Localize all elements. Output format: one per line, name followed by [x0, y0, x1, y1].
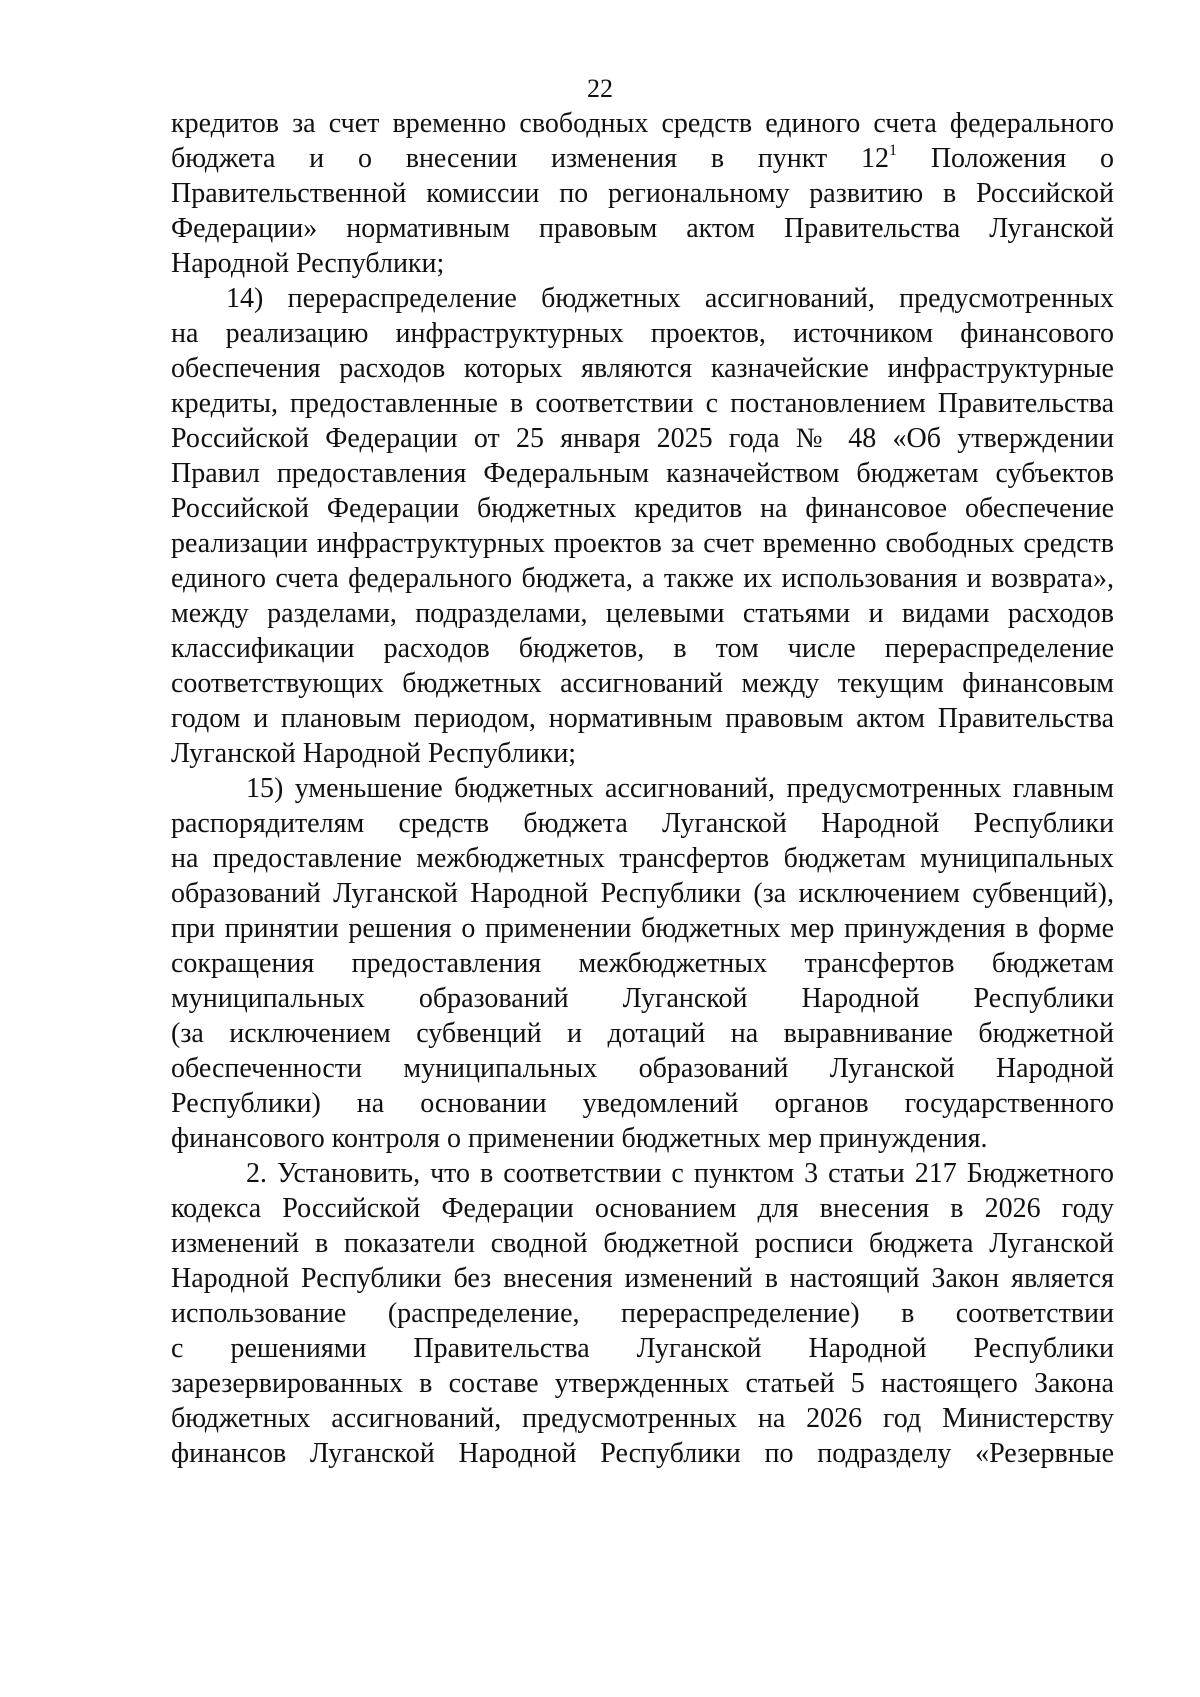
text-line: обеспечения расходов которых являются казначейские инфраструктурные [171, 353, 1114, 384]
text-line: зарезервированных в составе утвержденных статьей 5 настоящего Закона [171, 1368, 1114, 1399]
text-line: финансов Луганской Народной Республики по подразделу «Резервные [171, 1438, 1114, 1469]
text-line: 2. Установить, что в соответствии с пунктом 3 статьи 217 Бюджетного [246, 1158, 1114, 1189]
text-line: годом и плановым периодом, нормативным правовым актом Правительства [171, 703, 1114, 734]
text-line: на предоставление межбюджетных трансфертов бюджетам муниципальных [171, 843, 1114, 874]
text-line: соответствующих бюджетных ассигнований между текущим финансовым [171, 668, 1114, 699]
text-line: бюджетных ассигнований, предусмотренных на 2026 год Министерству [171, 1403, 1114, 1434]
text-line: Российской Федерации бюджетных кредитов на финансовое обеспечение [171, 493, 1114, 524]
text-line: Луганской Народной Республики; [171, 738, 577, 769]
text-line-part: Положения о [897, 143, 1114, 174]
text-line: изменений в показатели сводной бюджетной росписи бюджета Луганской [171, 1228, 1114, 1259]
text-line: кодекса Российской Федерации основанием для внесения в 2026 году [171, 1193, 1114, 1224]
text-line: распорядителям средств бюджета Луганской Народной Республики [171, 808, 1114, 839]
text-line: Народной Республики; [171, 248, 445, 279]
text-line: Российской Федерации от 25 января 2025 года № 48 «Об утверждении [171, 423, 1114, 454]
text-line-part: бюджета и о внесении изменения в пункт 12 [171, 143, 890, 174]
text-line: Республики) на основании уведомлений органов государственного [171, 1088, 1114, 1119]
text-line: финансового контроля о применении бюджетных мер принуждения. [171, 1123, 988, 1154]
text-line: 15) уменьшение бюджетных ассигнований, предусмотренных главным [246, 773, 1114, 804]
text-line: образований Луганской Народной Республики (за исключением субвенций), [171, 878, 1114, 909]
text-line: реализации инфраструктурных проектов за счет временно свободных средств [171, 528, 1114, 559]
superscript: 1 [889, 142, 898, 159]
text-line: Правительственной комиссии по региональному развитию в Российской [171, 178, 1114, 209]
text-line: Народной Республики без внесения изменений в настоящий Закон является [171, 1263, 1114, 1294]
text-line: Федерации» нормативным правовым актом Правительства Луганской [171, 213, 1114, 244]
text-line: 14) перераспределение бюджетных ассигнований, предусмотренных [226, 283, 1114, 314]
text-line: с решениями Правительства Луганской Народной Республики [171, 1333, 1114, 1364]
text-line [171, 141, 1114, 181]
text-line: обеспеченности муниципальных образований Луганской Народной [171, 1053, 1114, 1084]
text-line: кредиты, предоставленные в соответствии с постановлением Правительства [171, 388, 1114, 419]
text-line: единого счета федерального бюджета, а также их использования и возврата», [171, 563, 1114, 594]
text-line: классификации расходов бюджетов, в том числе перераспределение [171, 633, 1114, 664]
text-line: между разделами, подразделами, целевыми статьями и видами расходов [171, 598, 1114, 629]
text-line: сокращения предоставления межбюджетных трансфертов бюджетам [171, 948, 1114, 979]
text-line: на реализацию инфраструктурных проектов, источником финансового [171, 318, 1114, 349]
text-line: (за исключением субвенций и дотаций на выравнивание бюджетной [171, 1018, 1114, 1049]
text-line: муниципальных образований Луганской Народной Республики [171, 983, 1114, 1014]
text-line: Правил предоставления Федеральным казначейством бюджетам субъектов [171, 458, 1114, 489]
text-line: кредитов за счет временно свободных средств единого счета федерального [171, 108, 1114, 139]
page-number: 22 [587, 74, 613, 103]
text-line: использование (распределение, перераспределение) в соответствии [171, 1298, 1114, 1329]
text-line: при принятии решения о применении бюджетных мер принуждения в форме [171, 913, 1114, 944]
